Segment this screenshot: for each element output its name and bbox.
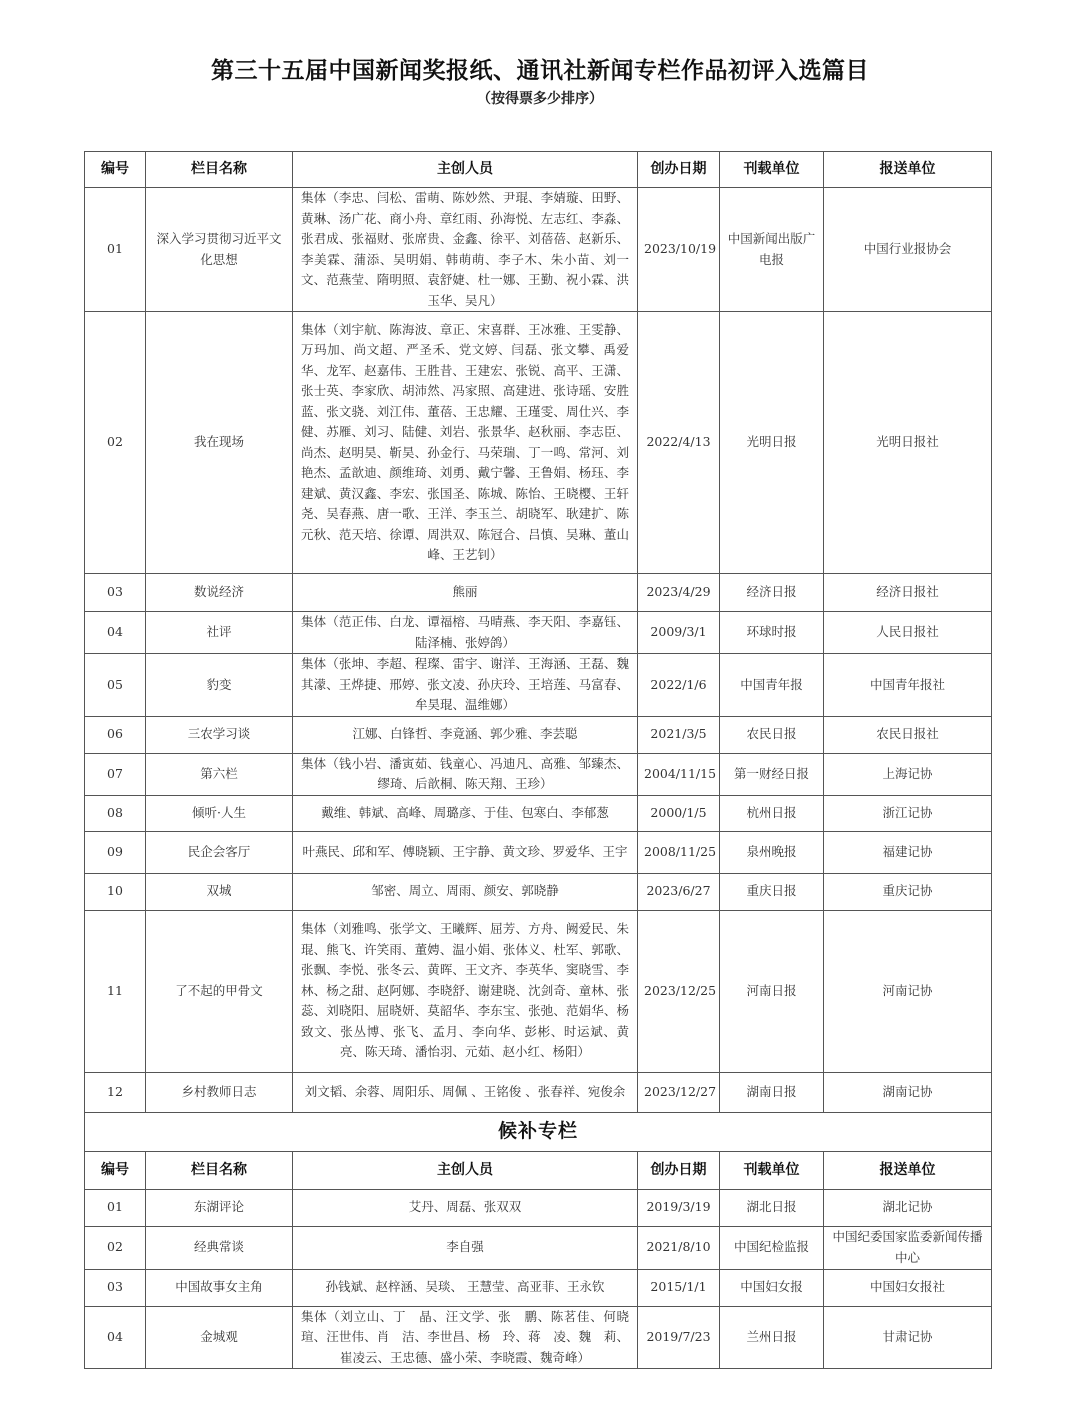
creators: 集体（钱小岩、潘寅茹、钱童心、冯迪凡、高雅、邹臻杰、缪琦、后歆桐、陈天翔、王珍） [293,753,638,795]
alt-header-row-number: 编号 [85,1151,146,1189]
start-date: 2008/11/25 [638,831,720,873]
column-name: 第六栏 [146,753,293,795]
publisher: 泉州晚报 [720,831,824,873]
publisher: 环球时报 [720,612,824,654]
section-title: 候补专栏 [85,1112,992,1151]
row-number: 08 [85,795,146,831]
submitter: 中国纪委国家监委新闻传播中心 [824,1226,992,1269]
publisher: 湖北日报 [720,1189,824,1226]
submitter: 光明日报社 [824,312,992,574]
table-row [85,753,992,795]
submitter: 中国青年报社 [824,654,992,717]
header-no: 编号 [85,152,146,188]
creators: 集体（刘宇航、陈海波、章正、宋喜群、王冰雅、王雯静、万玛加、尚文超、严圣禾、党文婷、闫磊、张文攀、禹爱华、龙军、赵嘉伟、王胜昔、王建宏、张锐、高平、王潇、张士英、李家欣、胡沛然、冯家照、高建进、张诗瑶、安胜蓝、张文骁、刘江伟、董蓓、王忠耀、王瑾雯、周仕兴、李健、苏雁、刘习、陆健、刘岩、张景华、赵秋丽、李志臣、尚杰、赵明昊、靳昊、孙金行、马荣瑞、丁一鸣、常河、刘艳杰、孟歆迪、颜维琦、刘勇、戴宁馨、王鲁娟、杨珏、李建斌、黄汉鑫、李宏、张国圣、陈城、陈怡、王晓樱、王轩尧、吴春燕、唐一歌、王洋、李玉兰、胡晓军、耿建扩、陈元秋、范天培、徐谭、周洪双、陈冠合、吕慎、吴琳、董山峰、王艺钊） [293,312,638,574]
row-number: 01 [85,1189,146,1226]
submitter: 河南记协 [824,910,992,1072]
start-date: 2015/1/1 [638,1269,720,1306]
row-number: 03 [85,574,146,612]
creators: 集体（张坤、李超、程璨、雷宇、谢洋、王海涵、王磊、魏其濛、王烨捷、邢婷、张文凌、孙庆玲、王培莲、马富春、牟昊琨、温维娜） [293,654,638,717]
row-number: 06 [85,716,146,753]
submitter: 湖南记协 [824,1072,992,1112]
alt-header-start-date: 创办日期 [638,1151,720,1189]
creators: 集体（刘雅鸣、张学文、王曦辉、屈芳、方舟、阙爱民、朱琨、熊飞、许笑雨、董娉、温小娟、张体义、杜军、郭歌、张飘、李悦、张冬云、黄晖、王文齐、李英华、窦晓雪、李林、杨之甜、赵阿娜、李晓舒、谢建晓、沈剑奇、童林、张蕊、刘晓阳、屈晓妍、莫韶华、李东宝、张弛、范娟华、杨致文、张丛博、张飞、孟月、李向华、彭彬、时运斌、黄亮、陈天琦、潘怡羽、元茹、赵小红、杨阳） [293,910,638,1072]
column-name: 经典常谈 [146,1226,293,1269]
table-row [85,831,992,873]
alt-header-submitter: 报送单位 [824,1151,992,1189]
table-row [85,574,992,612]
header-submitter: 报送单位 [824,152,992,188]
publisher: 经济日报 [720,574,824,612]
column-name: 数说经济 [146,574,293,612]
creators: 邹密、周立、周雨、颜安、郭晓静 [293,873,638,910]
column-name: 我在现场 [146,312,293,574]
creators: 江娜、白锋哲、李竟涵、郭少雅、李芸聪 [293,716,638,753]
submitter: 甘肃记协 [824,1306,992,1369]
submitter: 福建记协 [824,831,992,873]
creators: 李自强 [293,1226,638,1269]
row-number: 09 [85,831,146,873]
row-number: 01 [85,188,146,312]
publisher: 光明日报 [720,312,824,574]
submitter: 湖北记协 [824,1189,992,1226]
entries-table [84,151,992,1369]
column-name: 深入学习贯彻习近平文化思想 [146,188,293,312]
column-name: 金城观 [146,1306,293,1369]
publisher: 中国青年报 [720,654,824,717]
start-date: 2021/3/5 [638,716,720,753]
header-name: 栏目名称 [146,152,293,188]
creators: 集体（刘立山、丁 晶、汪文学、张 鹏、陈茗佳、何晓瑄、汪世伟、肖 洁、李世昌、杨 玲、蒋 凌、魏 莉、崔凌云、王忠德、盛小荣、李晓霞、魏奇峰） [293,1306,638,1369]
page-title: 第三十五届中国新闻奖报纸、通讯社新闻专栏作品初评入选篇目 [211,57,869,84]
publisher: 农民日报 [720,716,824,753]
header-date: 创办日期 [638,152,720,188]
publisher: 第一财经日报 [720,753,824,795]
row-number: 05 [85,654,146,717]
start-date: 2023/12/27 [638,1072,720,1112]
submitter: 重庆记协 [824,873,992,910]
publisher: 河南日报 [720,910,824,1072]
table-row [85,1072,992,1112]
header-row [85,152,992,188]
creators: 集体（李忠、闫松、雷萌、陈妙然、尹琨、李婧璇、田野、黄琳、汤广花、商小舟、章红雨、孙海悦、左志红、李淼、张君成、张福财、张席贵、金鑫、徐平、刘蓓蓓、赵新乐、李美霖、蒲添、吴明娟、韩萌萌、李子木、朱小苗、刘一文、范燕莹、隋明照、袁舒婕、杜一娜、王勤、祝小霖、洪玉华、吴凡） [293,188,638,312]
publisher: 杭州日报 [720,795,824,831]
publisher: 中国纪检监报 [720,1226,824,1269]
submitter: 浙江记协 [824,795,992,831]
column-name: 乡村教师日志 [146,1072,293,1112]
submitter: 人民日报社 [824,612,992,654]
start-date: 2023/10/19 [638,188,720,312]
column-name: 社评 [146,612,293,654]
start-date: 2009/3/1 [638,612,720,654]
header-publisher: 刊载单位 [720,152,824,188]
table-row [85,1226,992,1269]
section-row [85,1112,992,1151]
start-date: 2021/8/10 [638,1226,720,1269]
alt-header-publisher: 刊载单位 [720,1151,824,1189]
column-name: 三农学习谈 [146,716,293,753]
submitter: 中国妇女报社 [824,1269,992,1306]
column-name: 东湖评论 [146,1189,293,1226]
start-date: 2019/3/19 [638,1189,720,1226]
row-number: 02 [85,1226,146,1269]
alt-header-row [85,1151,992,1189]
submitter: 上海记协 [824,753,992,795]
start-date: 2019/7/23 [638,1306,720,1369]
table-row [85,873,992,910]
header-people: 主创人员 [293,152,638,188]
row-number: 04 [85,612,146,654]
row-number: 10 [85,873,146,910]
row-number: 02 [85,312,146,574]
creators: 戴维、韩斌、高峰、周璐彦、于佳、包寒白、李郁葱 [293,795,638,831]
table-row [85,312,992,574]
row-number: 11 [85,910,146,1072]
table-row [85,716,992,753]
page-subtitle: （按得票多少排序） [477,91,603,107]
start-date: 2004/11/15 [638,753,720,795]
publisher: 中国新闻出版广电报 [720,188,824,312]
creators: 集体（范正伟、白龙、谭福榕、马晴燕、李天阳、李嘉钰、陆泽楠、张婷鸽） [293,612,638,654]
start-date: 2023/4/29 [638,574,720,612]
start-date: 2000/1/5 [638,795,720,831]
column-name: 了不起的甲骨文 [146,910,293,1072]
column-name: 中国故事女主角 [146,1269,293,1306]
publisher: 重庆日报 [720,873,824,910]
table-row [85,910,992,1072]
row-number: 03 [85,1269,146,1306]
creators: 刘文韬、余蓉、周阳乐、周佩 、王铭俊 、张春祥、宛俊余 [293,1072,638,1112]
start-date: 2022/1/6 [638,654,720,717]
row-number: 04 [85,1306,146,1369]
submitter: 中国行业报协会 [824,188,992,312]
alt-header-creators: 主创人员 [293,1151,638,1189]
row-number: 12 [85,1072,146,1112]
table-row [85,188,992,312]
start-date: 2023/6/27 [638,873,720,910]
publisher: 湖南日报 [720,1072,824,1112]
submitter: 经济日报社 [824,574,992,612]
publisher: 兰州日报 [720,1306,824,1369]
table-row [85,1269,992,1306]
table-row [85,654,992,717]
column-name: 倾听·人生 [146,795,293,831]
start-date: 2022/4/13 [638,312,720,574]
alt-header-column-name: 栏目名称 [146,1151,293,1189]
submitter: 农民日报社 [824,716,992,753]
creators: 熊丽 [293,574,638,612]
table-row [85,1189,992,1226]
creators: 叶燕民、邱和军、傅晓颖、王宇静、黄文珍、罗爱华、王宇 [293,831,638,873]
publisher: 中国妇女报 [720,1269,824,1306]
column-name: 豹变 [146,654,293,717]
column-name: 双城 [146,873,293,910]
row-number: 07 [85,753,146,795]
table-row [85,612,992,654]
column-name: 民企会客厅 [146,831,293,873]
creators: 艾丹、周磊、张双双 [293,1189,638,1226]
creators: 孙钱斌、赵梓涵、吴琰、 王慧莹、高亚菲、王永钦 [293,1269,638,1306]
table-row [85,795,992,831]
start-date: 2023/12/25 [638,910,720,1072]
table-row [85,1306,992,1369]
